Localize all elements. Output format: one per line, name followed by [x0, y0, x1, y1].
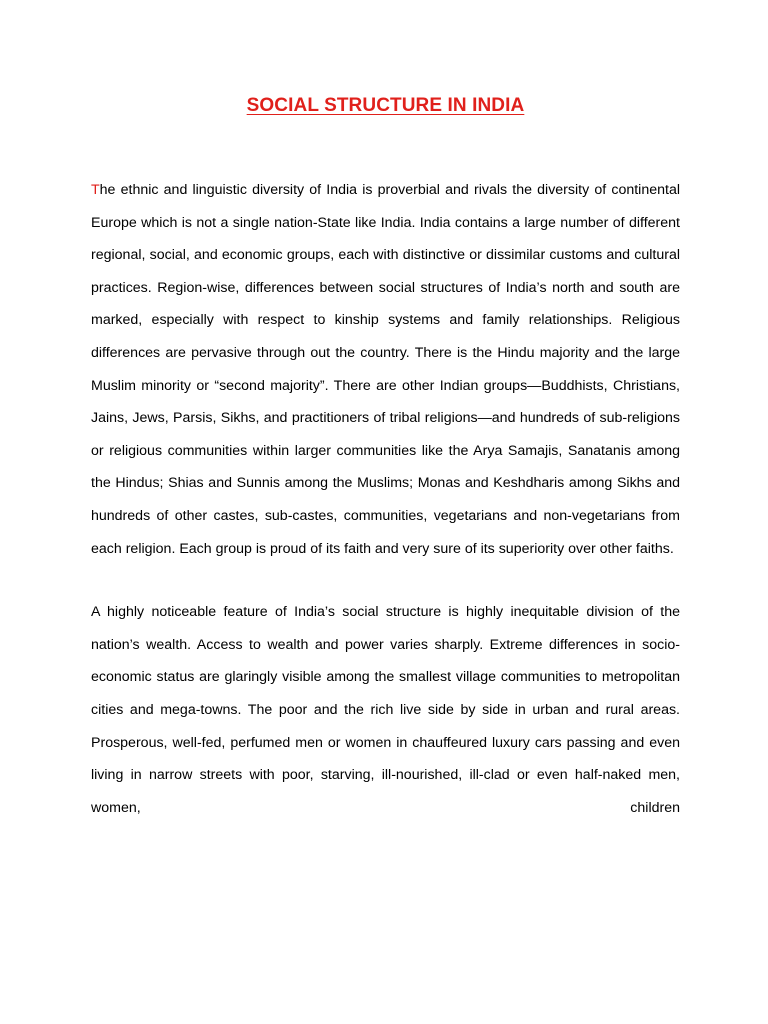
page-title: SOCIAL STRUCTURE IN INDIA	[246, 95, 525, 116]
paragraph-text: he ethnic and linguistic diversity of India is proverbial and rivals the diversity of continental Europe which is not a single nation-State like India. India contains a large number of different regional, social, and economic groups, each with distinctive or dissimilar customs and cultural practices. Region-wise, differences between social structures of India’s north and south are marked, especially with respect to kinship systems and family relationships. Religious differences are pervasive through out the country. There is the Hindu majority and the large Muslim minority or “second majority”. There are other Indian groups—Buddhists, Christians, Jains, Jews, Parsis, Sikhs, and practitioners of tribal religions—and hundreds of sub-religions or religious communities within larger communities like the Arya Samajis, Sanatanis among the Hindus; Shias and Sunnis among the Muslims; Monas and Keshdharis among Sikhs and hundreds of other castes, sub-castes, communities, vegetarians and non-vegetarians from each religion. Each group is proud of its faith and very sure of its superiority over other faiths.	[91, 182, 680, 557]
paragraph-first-letter: T	[91, 182, 100, 198]
paragraph-diversity	[91, 174, 680, 565]
paragraph-wealth: A highly noticeable feature of India’s social structure is highly inequitable division of the nation’s wealth. Access to wealth and power varies sharply. Extreme differences in socio-economic status are glaringly visible among the smallest village communities to metropolitan cities and mega-towns. The poor and the rich live side by side in urban and rural areas. Prosperous, well-fed, perfumed men or women in chauffeured luxury cars passing and even living in narrow streets with poor, starving, ill-nourished, ill-clad or even half-naked men, women, children	[91, 604, 680, 816]
